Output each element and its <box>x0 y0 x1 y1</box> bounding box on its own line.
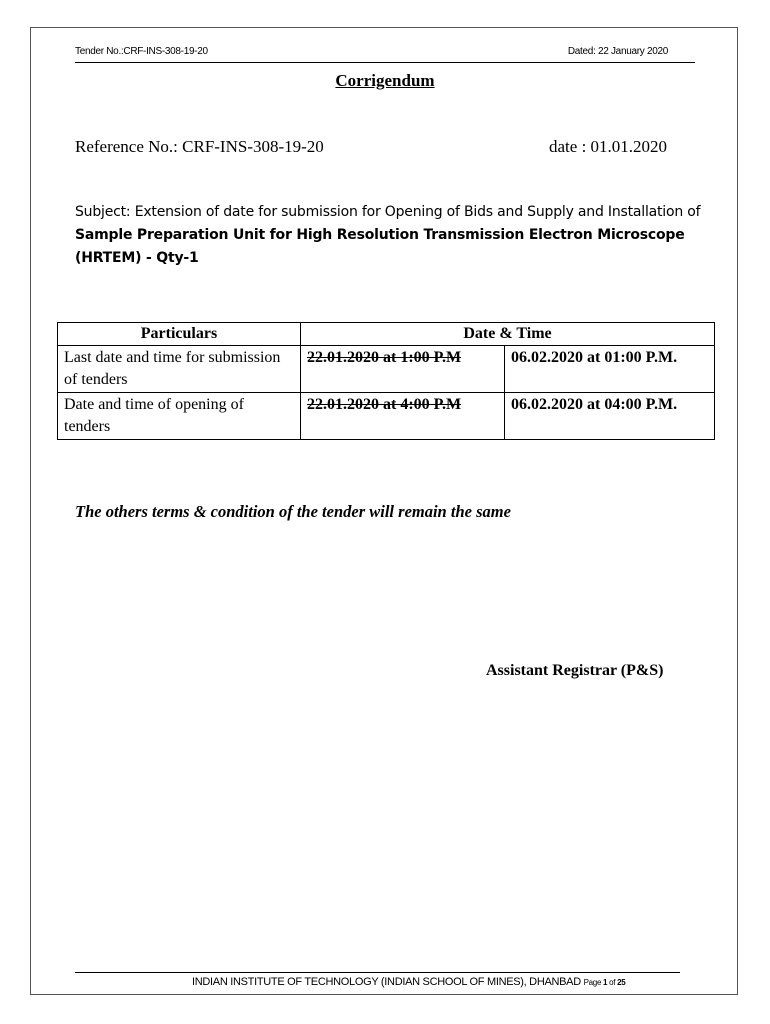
old-date-cell <box>301 393 505 440</box>
struck-old-date: 22.01.2020 at 1:00 P.M <box>307 349 462 366</box>
page-word: Page <box>583 978 602 987</box>
struck-old-date: 22.01.2020 at 4:00 P.M <box>307 396 462 413</box>
page-number: 1 <box>603 978 608 987</box>
page-footer <box>192 976 625 988</box>
subject-item: Sample Preparation Unit for High Resolution Transmission Electron Microscope (HRTEM) - Qty-1 <box>75 227 685 266</box>
header-particulars: Particulars <box>58 323 301 346</box>
signatory: Assistant Registrar (P&S) <box>486 662 664 679</box>
new-date-cell: 06.02.2020 at 04:00 P.M. <box>505 393 715 440</box>
reference-date: date : 01.01.2020 <box>549 137 668 156</box>
table-row <box>58 346 715 393</box>
institute-name: INDIAN INSTITUTE OF TECHNOLOGY (INDIAN SCHOOL OF MINES), DHANBAD <box>192 976 581 988</box>
old-date-cell <box>301 346 505 393</box>
tender-number: Tender No.:CRF-INS-308-19-20 <box>75 46 208 57</box>
table-header-row <box>58 323 715 346</box>
particular-cell: Date and time of opening of tenders <box>58 393 301 440</box>
particular-cell: Last date and time for submission of tenders <box>58 346 301 393</box>
page-total: 25 <box>617 978 626 987</box>
page-header <box>75 44 695 63</box>
subject-paragraph <box>75 201 705 270</box>
new-date-cell: 06.02.2020 at 01:00 P.M. <box>505 346 715 393</box>
table-row <box>58 393 715 440</box>
header-date-time: Date & Time <box>301 323 715 346</box>
schedule-table <box>57 322 715 440</box>
footer-divider <box>75 972 680 973</box>
document-title: Corrigendum <box>335 71 435 90</box>
subject-text: Subject: Extension of date for submission for Opening of Bids and Supply and Installation of <box>75 204 701 220</box>
reference-number: Reference No.: CRF-INS-308-19-20 <box>75 137 324 156</box>
terms-note: The others terms & condition of the tender will remain the same <box>75 502 511 521</box>
of-word: of <box>609 978 616 987</box>
header-date: Dated: 22 January 2020 <box>567 46 668 57</box>
page-indicator <box>584 978 626 987</box>
